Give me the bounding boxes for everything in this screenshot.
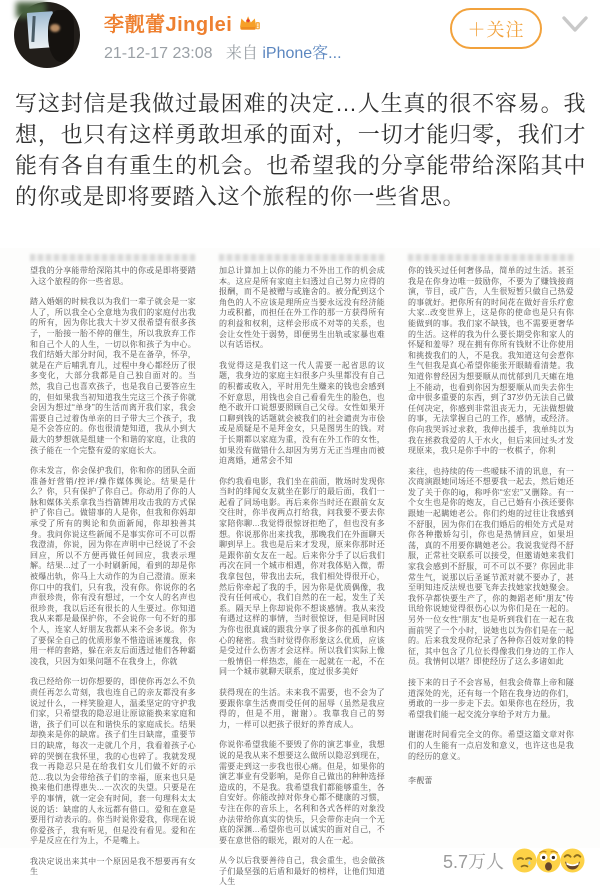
timestamp: 21-12-17 23:08 — [104, 45, 213, 62]
letter-paragraph: 我觉得这是我们这一代人需要一起省思的议题，我身边的家庭主妇很多户头里都没有自己的积蓄或收入，平时用先生赚来的钱也会感到不好意思，用钱也会自己看看先生的脸色，也绝不敢开口说想要照顾自己父母。女性如果开口聊到钱的话题就会被我们的社会谴责为市侩或是质疑是不是拜金女，只是图男生的钱。对于长期都以家庭为重，没有在外工作的女性，如果没有做错什么却因为男方无正当理由而被迫离婚，通常会不知 — [219, 360, 385, 466]
post-header — [0, 0, 600, 86]
letter-paragraph: 来往，也持续的传一些暧昧不清的讯息，有一次商演跟她同场还不想要我一起去，然后她还发了关于你的ig，称呼你“宏宏”又删除。有一个女生也是你的炮友，自己已婚有小孩还要你跟她一起瞒她老公。你们约炮的过往让我感到不舒服，因为你们在我们婚后的相处方式是对你各种撒娇勾引，你也是热情回应，如果坦荡，真的不用要你瞒她老公。我说我觉得不舒服，正常社交联系可以接受，但邀请她来我们家我会感到不舒服，可不可以不要？你因此非常生气，说那以后圣诞节派对就不要办了，甚至明知违反法规也要飞奔去找她家找她聚会。我怀孕都快要生产了，你的舞蹈老师“朋友”传讯给你说她觉得很伤心以为你们是在一起的。另外一位女性“朋友”也是听到我们在一起在我面前哭了一个小时，说她也以为你们是在一起的。后来我发现你纪录了各种你召妓对象的特征，其中包含了几位长得像我们身边的工作人员。我情何以堪？即使经历了这么多诸如此 — [408, 466, 574, 667]
reaction-bar — [0, 841, 600, 880]
letter-paragraph: 获得现在的生活。未来我不需要，也不会为了要跟你拿生活费而受任何的屈辱（虽然是我应得的，但是不用，谢谢）。我靠我自己的努力，一样可以把孩子很好的养育成人。 — [219, 687, 385, 729]
letter-paragraph: 你约我看电影，我们坐在前面，散场时发现你当时的绯闻女友就坐在影厅的最后面，我们一起看了同场电影。再后来你当时还在跟前女友交往时，你半夜两点打给我，问我要不要去你家陪你聊...我觉得很惊讶拒绝了，但也没有多想。你说那你出来找我，那晚我们在外面聊天聊到早上。我也是后来才发现，原来你那时还是跟你前女友在一起。后来你分手了以后我们再次在同一个城市相遇，你对我体贴入微，帮我拿包包，带我出去玩，我们相处得很开心，然后你牵起了我的手，因为你是优质偶像，我没有任何戒心，我们自然的在一起，发生了关系。隔天早上你却说你不想谈感情。我从来没有遇过这样的事情，当时很惊讶，但是同时因为你也很真诚的跟我分享了很多你的孤单和内心的秘密。我当时觉得你形象这么优质，应该是受过什么伤害才会这样。所以我们实际上像一般情侣一样热恋，能在一起就在一起，不在同一个城市就聊天联系，度过很多美好 — [219, 476, 385, 677]
letter-paragraph: 我决定说出来其中一个原因是我不想要再有女生 — [30, 856, 196, 877]
letter-paragraph: 你的钱买过任何奢侈品，简单的过生活。甚至我是在你身边唯一鼓励你，不要为了赚钱接商演，节目，或广告，人生很短暂只做自己热爱的事就好。把你所有的时间花在做好音乐疗愈大家..改变世界上，这是你的使命也是只有你能做到的事。我们家不缺钱，也不需要更奢华的生活。这样的我为什么要长期受你和家人的怀疑和羞辱？现在拥有你所有钱财不让你使用和挑拨我们的人，不是我。我知道这句会惹你生气但我是真心希望你能张开眼睛看清楚。我知道你曾经因为想要顺从而忧郁到几天瘫在地上不能动，也看到你因为想要顺从而失去你生命中很多重要的东西，到了37岁仍无法自己做任何决定，你感到非常沮丧无力，无法做想做的事，无法掌握自己的工作，感情，或经济。你向我哭诉过求救，我伸出援手，我单纯以为我在拯救我爱的人于水火，但后来回过头才发现原来，我只是你手中的一枚棋子，你利 — [408, 266, 574, 456]
letter-column-2 — [219, 252, 385, 887]
post-text: 写这封信是我做过最困难的决定…人生真的很不容易。我想，也只有这样勇敢坦承的面对，一切才能归零，我们才能有各自有重生的机会。也希望我的分享能带给深陷其中的你或是即将要踏入这个旅程的你一些省思。 — [15, 91, 586, 209]
letter-paragraph: 你说你希望我能不要毁了你的演艺事业，我想说的是我从来不想要这么做所以隐忍到现在，需要走到这一步我也很心痛。但是，如果你的演艺事业有受影响，是你自己做出的种种选择造成的，不是我。我希望我们都能够重生，各自安好。你能改掉对你身心都不健康的习惯，专注在你的音乐上，名利和各式各样的对象没办法带给你真实的快乐，只会带你走向一个无底的深渊...希望你也可以诚实的面对自己，不要在意世俗的眼光，跟对的人在一起。 — [219, 740, 385, 845]
username[interactable]: 李靓蕾Jinglei — [104, 14, 233, 36]
avatar-art — [50, 24, 60, 32]
letter-paragraph: 从今以后我要善待自己，我会重生，也会做孩子们最坚强的后盾和最好的榜样，让他们知道人生 — [219, 856, 385, 887]
letter-paragraph: 接下来的日子不会容易，但我会倚靠上帝和隧道深处的光，还有每一个陪在我身边的你们，勇敢的一步一步走下去。如果你也在经历，我希望我们能一起交流分享给予对方力量。 — [408, 677, 574, 719]
sweat-emoji-icon — [511, 847, 538, 874]
reaction-emojis[interactable] — [514, 847, 586, 874]
letter-signature: 李靓蕾 — [408, 776, 433, 786]
source-prefix: 来自 — [225, 45, 258, 62]
avatar[interactable] — [14, 2, 80, 68]
follow-button-label: ＋关注 — [467, 19, 525, 40]
letter-paragraph: 你未发言，你会保护我们，你和你的团队全面准备好营销/控评/操作媒体舆论。结果是什么？你，只有保护了你自己。你动用了你的人脉和媒体关系拿我当挡箭牌用攻击我的方式保护了你自己。做错事的人是你，但我和你妈却承受了所有的舆论和负面新闻，你却独善其身。我问你说这些新闻不是事实你可不可以帮我澄清，你说，因为你在声明中已经说了不会回应，所以不方便再做任何回应，我表示理解。结果...过了一小时刷新闻，看到的却是你被爆出轨，你马上大动作的为自己澄清。原来你口中的我们，只有我，没有你。你说你的名声很珍贵，你有没有想过，一个女人的名声也很珍贵，我以后还有很长的人生要过。你知道我从来都是最保护你，不会说你一句不好的那个人，连家人好朋友我都从来不会多说。你为了要保全自己的优质形象不惜造谣诬蔑我，你用一样的套路，躲在亲友后面透过他们各种霸凌我，只因为如果问题不在我身上，你就 — [30, 466, 196, 666]
avatar-art — [48, 10, 74, 62]
chevron-down-icon[interactable] — [561, 13, 589, 35]
letter-paragraph: 望我的分享能带给深陷其中的你或是即将要踏入这个旅程的你一些省思。 — [30, 266, 196, 286]
post-meta — [104, 40, 342, 63]
astonished-emoji-icon — [535, 847, 562, 874]
letter-paragraph: 我已经给你一切你想要的，即使你再怎么不负责任再怎么苛刻，我也连自己的亲友都没有多说过什么，一样笑脸迎人，温柔坚定的守护我们家，只希望我的隐忍退让原谅能换来家庭和谐，孩子们可以在和谐快乐的家庭成长。结果却换来是你的缺席。孩子们生日缺席，重要节日的缺席，每次一走就几个月，我看着孩子心碎的哭倒在我怀里，我的心也碎了。我就发现我一再隐忍只是在给我们女儿们做不好的示范...我以为会带给孩子们的幸福，原来也只是换来他们患得患失...一次次的失望。只要是在乎的事情，就一定会有时间，套一句理科太太说的话：缺席的人永远都有借口。爱和在意是要用行动表示的。你当时说你爱我，你现在说你爱孩子，我有听见，但是没有看见。爱和在乎是反应在行为上，不是嘴上。 — [30, 677, 196, 846]
letter-paragraph: 谢谢花时间看完全文的你。希望这篇文章对你们的人生能有一点启发和意义，也许这也是我的经历的意义。 — [408, 730, 574, 761]
letter-column-1 — [30, 252, 196, 877]
source-link[interactable]: iPhone客... — [262, 45, 342, 62]
grin-emoji-icon — [559, 847, 586, 874]
follow-button[interactable] — [450, 8, 542, 49]
vip-crown-icon — [238, 14, 260, 32]
reaction-count[interactable]: 5.7万人 — [442, 851, 504, 872]
letter-paragraph: 踏入婚姻的时候我以为我们一辈子就会是一家人了，所以我全心全意地为我们的家庭付出我的所有，因为你比我大十岁又很希望有很多孩子，一胎接一胎不停的催生，所以我放弃工作和自己个人的人生，一切以你和孩子为中心。我们结婚大部分时间，我不是在备孕，怀孕，就是在产后哺乳育儿，过程中身心都经历了很多变化，大部分我都是自己独自面对的。当然，我自己也喜欢孩子，也是我自己要答应生的，但如果我当初知道我生完这三个孩子你就会因为想过“单身”的生活而离开我们家，我会需要自己过着伪单亲的日子带大三个孩子，我是不会答应的。你也很清楚知道，我从小到大最大的梦想就是组建一个和谐的家庭，让我的孩子能在一个完整有爱的家庭长大。 — [30, 297, 196, 455]
letter-column-3 — [408, 252, 574, 848]
letter-paragraph: 加总计算加上以你的能力不外出工作的机会成本。这应是所有家庭主妇透过自己努力应得的报酬，而不是被赠与或施舍的。被分配到这个角色的人不应该是理所应当要永远没有经济能力或积蓄，而担任在外工作的那一方获得所有的利益和权利，这样会形成不对等的关系，也会让女性处于弱势，即便男生出轨或家暴也难以有话语权。 — [219, 266, 385, 350]
